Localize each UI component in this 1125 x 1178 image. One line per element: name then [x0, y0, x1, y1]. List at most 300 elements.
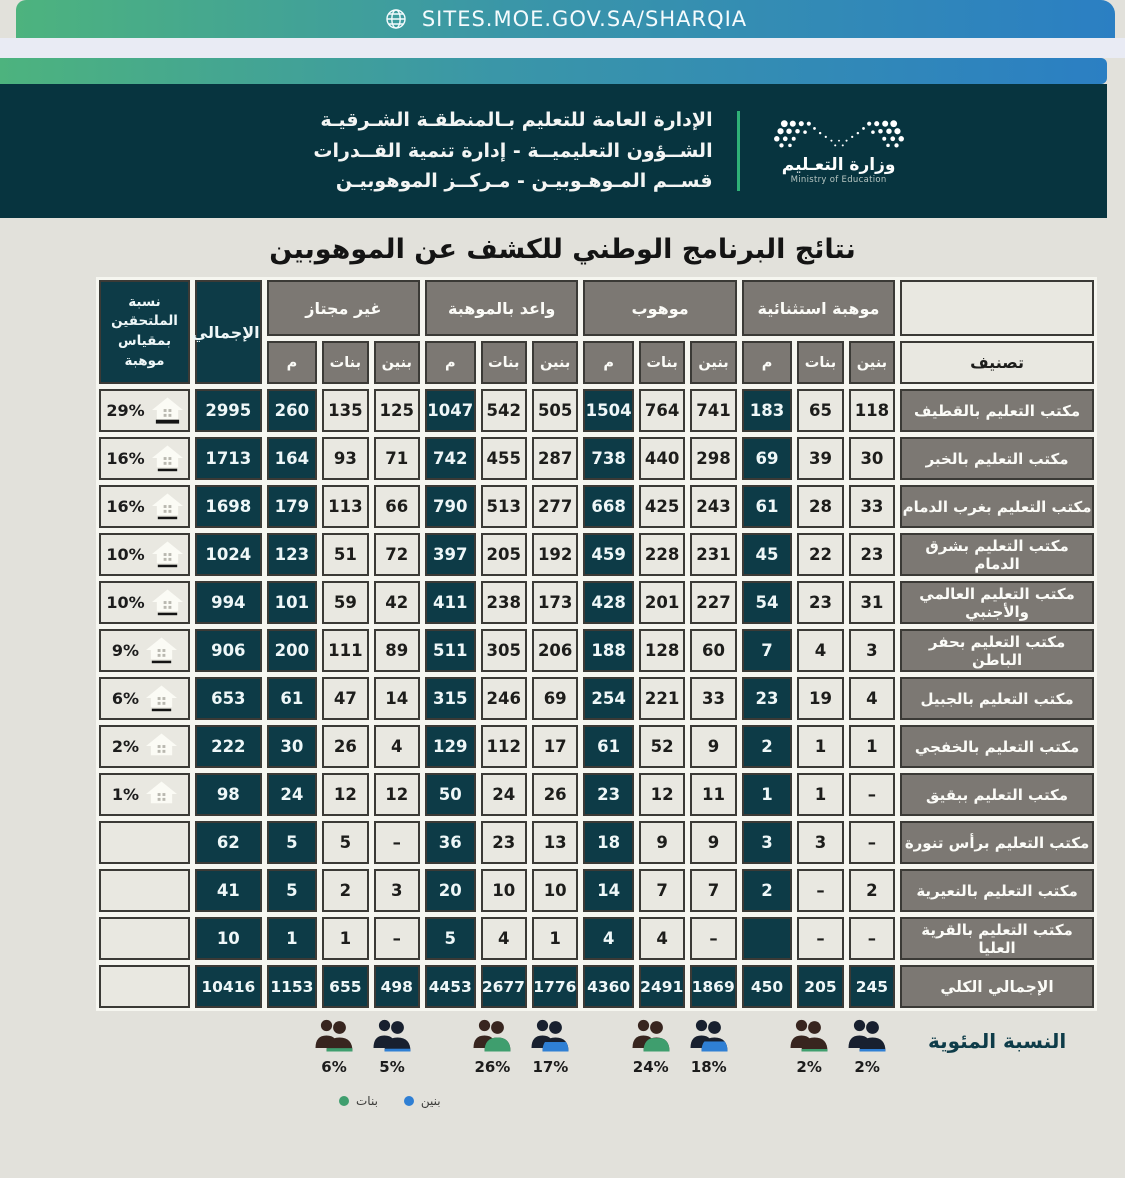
cell-rate: [99, 485, 190, 528]
footer-spacer-rate: [99, 1013, 190, 1087]
department-text: [313, 105, 712, 197]
percentage-girls: [466, 1017, 518, 1076]
cell-promising-girls: 238: [481, 581, 527, 624]
cell-not_passed-m: 1153: [267, 965, 317, 1008]
cell-total: 1024: [195, 533, 262, 576]
cell-exceptional-m: 7: [742, 629, 793, 672]
cell-gifted-girls: 4: [639, 917, 685, 960]
house-icon: [146, 733, 177, 761]
table-row: [99, 629, 1094, 672]
cell-exceptional-m: [742, 917, 793, 960]
cell-rate: [99, 773, 190, 816]
cell-promising-m: 20: [425, 869, 476, 912]
cell-gifted-girls: 12: [639, 773, 685, 816]
cell-gifted-m: 1504: [583, 389, 633, 432]
cell-promising-boys: 277: [532, 485, 578, 528]
cell-not_passed-boys: 66: [374, 485, 420, 528]
cell-exceptional-girls: 4: [797, 629, 843, 672]
cell-total: 10: [195, 917, 262, 960]
cell-not_passed-m: 5: [267, 869, 317, 912]
cell-promising-boys: 10: [532, 869, 578, 912]
percentage-girls-value: 24%: [632, 1058, 669, 1076]
cell-not_passed-girls: 26: [322, 725, 368, 768]
ministry-logo-subtitle: Ministry of Education: [790, 174, 887, 185]
cell-promising-m: 511: [425, 629, 476, 672]
cell-total: 906: [195, 629, 262, 672]
cell-promising-m: 742: [425, 437, 476, 480]
row-label: مكتب التعليم بالخبر: [900, 437, 1094, 480]
sub-header-m-not_passed: م: [267, 341, 317, 384]
cell-promising-m: 36: [425, 821, 476, 864]
rate-content: [101, 397, 188, 425]
cell-gifted-girls: 52: [639, 725, 685, 768]
cell-promising-boys: 17: [532, 725, 578, 768]
percentage-boys: [366, 1017, 418, 1076]
rate-value: 6%: [111, 689, 140, 708]
table-row: [99, 677, 1094, 720]
row-label: مكتب التعليم بحفر الباطن: [900, 629, 1094, 672]
cell-not_passed-girls: 12: [322, 773, 368, 816]
table-row: [99, 581, 1094, 624]
cell-gifted-m: 459: [583, 533, 633, 576]
boys-people-icon: [689, 1017, 729, 1057]
girls-people-icon: [631, 1017, 671, 1057]
cell-rate: [99, 533, 190, 576]
cell-total: 1698: [195, 485, 262, 528]
cell-gifted-girls: 201: [639, 581, 685, 624]
sub-header-girls-gifted: بنات: [639, 341, 685, 384]
rate-value: 16%: [106, 497, 145, 516]
cell-exceptional-girls: –: [797, 869, 843, 912]
cell-not_passed-girls: 1: [322, 917, 368, 960]
cell-exceptional-girls: 1: [797, 773, 843, 816]
group-header-exceptional: موهبة استثنائية: [742, 280, 895, 336]
rate-value: 10%: [106, 545, 145, 564]
department-line: الإدارة العامة للتعليم بـالمنطقـة الشـرقيـة: [320, 108, 713, 131]
cell-gifted-girls: 221: [639, 677, 685, 720]
percentage-boys: [524, 1017, 576, 1076]
rate-content: [101, 733, 188, 761]
cell-exceptional-m: 1: [742, 773, 793, 816]
ministry-logo: [764, 117, 914, 185]
row-label: مكتب التعليم بالخفجي: [900, 725, 1094, 768]
cell-gifted-girls: 425: [639, 485, 685, 528]
percentage-row: [99, 1013, 1094, 1087]
percentage-boys: [683, 1017, 735, 1076]
footer-spacer-total: [195, 1013, 262, 1087]
cell-promising-boys: 287: [532, 437, 578, 480]
sub-header-boys-not_passed: بنين: [374, 341, 420, 384]
rate-content: [101, 637, 188, 665]
percentage-boys: [841, 1017, 893, 1076]
totals-rate-cell: [99, 965, 190, 1008]
cell-exceptional-m: 183: [742, 389, 793, 432]
totals-label: الإجمالي الكلي: [900, 965, 1094, 1008]
cell-promising-m: 1047: [425, 389, 476, 432]
row-label: مكتب التعليم ببقيق: [900, 773, 1094, 816]
rate-header: نسبة الملتحقين بمقياس موهبة: [99, 280, 190, 384]
cell-gifted-boys: 1869: [690, 965, 736, 1008]
cell-exceptional-m: 61: [742, 485, 793, 528]
row-label: مكتب التعليم بشرق الدمام: [900, 533, 1094, 576]
cell-not_passed-girls: 59: [322, 581, 368, 624]
cell-promising-m: 5: [425, 917, 476, 960]
cell-not_passed-girls: 51: [322, 533, 368, 576]
cell-promising-boys: 1776: [532, 965, 578, 1008]
cell-rate: [99, 629, 190, 672]
results-table: [94, 275, 1099, 1092]
house-icon: [152, 541, 183, 569]
percentage-girls: [308, 1017, 360, 1076]
cell-not_passed-boys: 498: [374, 965, 420, 1008]
rate-content: [101, 685, 188, 713]
rate-value: 2%: [111, 737, 140, 756]
cell-not_passed-girls: 135: [322, 389, 368, 432]
cell-not_passed-boys: 3: [374, 869, 420, 912]
cell-gifted-m: 4: [583, 917, 633, 960]
group-header-not_passed: غير مجتاز: [267, 280, 420, 336]
cell-gifted-girls: 2491: [639, 965, 685, 1008]
cell-promising-girls: 542: [481, 389, 527, 432]
gradient-bar: [0, 58, 1107, 84]
girls-people-icon: [472, 1017, 512, 1057]
ministry-logo-title: وزارة التعـليم: [781, 154, 896, 175]
cell-gifted-boys: 60: [690, 629, 736, 672]
department-line: الشــؤون التعليميــة - إدارة تنمية القــدرات: [313, 139, 713, 162]
cell-not_passed-m: 200: [267, 629, 317, 672]
rate-content: [101, 493, 188, 521]
table-row: [99, 437, 1094, 480]
cell-total: 41: [195, 869, 262, 912]
percentage-boys-value: 17%: [532, 1058, 569, 1076]
cell-exceptional-m: 3: [742, 821, 793, 864]
legend-boys-label: بنين: [420, 1094, 441, 1108]
cell-not_passed-girls: 655: [322, 965, 368, 1008]
cell-gifted-girls: 128: [639, 629, 685, 672]
cell-exceptional-girls: 1: [797, 725, 843, 768]
cell-exceptional-girls: 65: [797, 389, 843, 432]
percentage-girls-value: 6%: [321, 1058, 347, 1076]
house-icon: [152, 493, 183, 521]
table-row: [99, 533, 1094, 576]
cell-gifted-m: 61: [583, 725, 633, 768]
cell-not_passed-boys: –: [374, 917, 420, 960]
cell-exceptional-girls: 19: [797, 677, 843, 720]
cell-gifted-boys: 33: [690, 677, 736, 720]
cell-exceptional-boys: –: [849, 917, 895, 960]
row-label: مكتب التعليم بالجبيل: [900, 677, 1094, 720]
cell-gifted-m: 23: [583, 773, 633, 816]
cell-total: 222: [195, 725, 262, 768]
cell-exceptional-boys: 2: [849, 869, 895, 912]
cell-promising-boys: 505: [532, 389, 578, 432]
cell-gifted-m: 668: [583, 485, 633, 528]
cell-total: 62: [195, 821, 262, 864]
cell-exceptional-girls: 28: [797, 485, 843, 528]
cell-total: 10416: [195, 965, 262, 1008]
cell-not_passed-boys: 72: [374, 533, 420, 576]
boys-dot-icon: [404, 1096, 414, 1106]
percentage-girls-value: 26%: [474, 1058, 511, 1076]
cell-not_passed-boys: 42: [374, 581, 420, 624]
cell-exceptional-girls: 205: [797, 965, 843, 1008]
cell-exceptional-m: 2: [742, 869, 793, 912]
cell-rate: [99, 869, 190, 912]
cell-total: 98: [195, 773, 262, 816]
cell-gifted-girls: 228: [639, 533, 685, 576]
cell-gifted-m: 738: [583, 437, 633, 480]
cell-total: 994: [195, 581, 262, 624]
percentage-pair: [583, 1017, 736, 1076]
cell-gifted-girls: 9: [639, 821, 685, 864]
rate-value: 16%: [106, 449, 145, 468]
cell-exceptional-boys: 30: [849, 437, 895, 480]
legend-item-boys: [404, 1094, 441, 1108]
cell-total: 2995: [195, 389, 262, 432]
cell-not_passed-boys: 125: [374, 389, 420, 432]
cell-not_passed-boys: 14: [374, 677, 420, 720]
cell-promising-m: 411: [425, 581, 476, 624]
row-label: مكتب التعليم بالقرية العليا: [900, 917, 1094, 960]
ministry-header: [0, 84, 1107, 218]
rate-content: [101, 589, 188, 617]
girls-dot-icon: [339, 1096, 349, 1106]
percentage-pair: [425, 1017, 578, 1076]
cell-not_passed-m: 61: [267, 677, 317, 720]
cell-gifted-girls: 440: [639, 437, 685, 480]
rate-value: 10%: [106, 593, 145, 612]
cell-promising-girls: 305: [481, 629, 527, 672]
cell-not_passed-girls: 5: [322, 821, 368, 864]
row-label: مكتب التعليم برأس تنورة: [900, 821, 1094, 864]
boys-people-icon: [530, 1017, 570, 1057]
cell-not_passed-m: 164: [267, 437, 317, 480]
classification-header-spacer: [900, 280, 1094, 336]
percentage-pair: [267, 1017, 420, 1076]
cell-exceptional-boys: 23: [849, 533, 895, 576]
sub-header-m-gifted: م: [583, 341, 633, 384]
row-label: مكتب التعليم بالنعيرية: [900, 869, 1094, 912]
cell-not_passed-m: 24: [267, 773, 317, 816]
cell-rate: [99, 437, 190, 480]
cell-gifted-girls: 7: [639, 869, 685, 912]
percentage-boys-value: 5%: [379, 1058, 405, 1076]
cell-gifted-m: 18: [583, 821, 633, 864]
cell-promising-girls: 4: [481, 917, 527, 960]
separator-line: [737, 111, 740, 191]
cell-exceptional-boys: 4: [849, 677, 895, 720]
house-icon: [152, 397, 183, 425]
sub-header-boys-exceptional: بنين: [849, 341, 895, 384]
cell-exceptional-m: 23: [742, 677, 793, 720]
rate-value: 9%: [111, 641, 140, 660]
cell-promising-m: 397: [425, 533, 476, 576]
cell-total: 1713: [195, 437, 262, 480]
cell-not_passed-m: 5: [267, 821, 317, 864]
row-label: مكتب التعليم بالقطيف: [900, 389, 1094, 432]
table-row: [99, 485, 1094, 528]
rate-value: 1%: [111, 785, 140, 804]
cell-promising-girls: 246: [481, 677, 527, 720]
sub-header-boys-gifted: بنين: [690, 341, 736, 384]
cell-exceptional-boys: –: [849, 773, 895, 816]
percentage-boys-value: 18%: [690, 1058, 727, 1076]
group-header-gifted: موهوب: [583, 280, 736, 336]
page-title: نتائج البرنامج الوطني للكشف عن الموهوبين: [269, 234, 856, 265]
percentage-cell-1: [583, 1013, 736, 1087]
globe-icon: [384, 7, 408, 31]
cell-gifted-girls: 764: [639, 389, 685, 432]
cell-not_passed-boys: –: [374, 821, 420, 864]
cell-not_passed-m: 260: [267, 389, 317, 432]
cell-rate: [99, 917, 190, 960]
cell-exceptional-girls: 3: [797, 821, 843, 864]
cell-total: 653: [195, 677, 262, 720]
cell-promising-girls: 2677: [481, 965, 527, 1008]
classification-header: تصنيف: [900, 341, 1094, 384]
sub-header-girls-exceptional: بنات: [797, 341, 843, 384]
cell-gifted-boys: 7: [690, 869, 736, 912]
percentage-girls: [625, 1017, 677, 1076]
department-line: قســم المـوهـوبيـن - مـركــز الموهوبيـن: [335, 170, 713, 193]
percentage-pair: [742, 1017, 895, 1076]
cell-exceptional-m: 69: [742, 437, 793, 480]
cell-gifted-boys: 227: [690, 581, 736, 624]
cell-not_passed-boys: 4: [374, 725, 420, 768]
cell-gifted-boys: 231: [690, 533, 736, 576]
cell-rate: [99, 725, 190, 768]
cell-promising-girls: 112: [481, 725, 527, 768]
cell-gifted-m: 254: [583, 677, 633, 720]
cell-exceptional-girls: –: [797, 917, 843, 960]
cell-gifted-boys: 741: [690, 389, 736, 432]
cell-not_passed-m: 179: [267, 485, 317, 528]
cell-gifted-boys: 9: [690, 821, 736, 864]
cell-exceptional-boys: 118: [849, 389, 895, 432]
cell-not_passed-girls: 113: [322, 485, 368, 528]
cell-promising-boys: 173: [532, 581, 578, 624]
house-icon: [152, 589, 183, 617]
cell-gifted-boys: 11: [690, 773, 736, 816]
cell-gifted-boys: –: [690, 917, 736, 960]
cell-exceptional-boys: –: [849, 821, 895, 864]
table-row: [99, 917, 1094, 960]
percentage-girls: [783, 1017, 835, 1076]
cell-promising-boys: 69: [532, 677, 578, 720]
cell-promising-boys: 206: [532, 629, 578, 672]
cell-not_passed-boys: 89: [374, 629, 420, 672]
cell-promising-boys: 13: [532, 821, 578, 864]
cell-promising-m: 4453: [425, 965, 476, 1008]
cell-promising-m: 50: [425, 773, 476, 816]
url-bar: [16, 0, 1115, 38]
cell-promising-boys: 26: [532, 773, 578, 816]
sub-header-girls-promising: بنات: [481, 341, 527, 384]
cell-gifted-m: 428: [583, 581, 633, 624]
cell-rate: [99, 389, 190, 432]
boys-people-icon: [847, 1017, 887, 1057]
cell-exceptional-boys: 245: [849, 965, 895, 1008]
cell-not_passed-m: 1: [267, 917, 317, 960]
rate-content: [101, 541, 188, 569]
percentage-row-label: النسبة المئوية: [927, 1029, 1067, 1053]
cell-promising-girls: 10: [481, 869, 527, 912]
url-text: SITES.MOE.GOV.SA/SHARQIA: [421, 7, 748, 31]
cell-exceptional-girls: 39: [797, 437, 843, 480]
percentage-girls-value: 2%: [796, 1058, 822, 1076]
cell-not_passed-m: 30: [267, 725, 317, 768]
cell-rate: [99, 677, 190, 720]
cell-rate: [99, 581, 190, 624]
cell-exceptional-m: 45: [742, 533, 793, 576]
cell-gifted-boys: 243: [690, 485, 736, 528]
divider-strip: [0, 38, 1125, 58]
cell-promising-boys: 1: [532, 917, 578, 960]
cell-gifted-m: 188: [583, 629, 633, 672]
percentage-cell-0: [742, 1013, 895, 1087]
sub-header-boys-promising: بنين: [532, 341, 578, 384]
cell-promising-boys: 192: [532, 533, 578, 576]
percentage-cell-2: [425, 1013, 578, 1087]
cell-promising-girls: 205: [481, 533, 527, 576]
cell-exceptional-m: 450: [742, 965, 793, 1008]
cell-gifted-m: 4360: [583, 965, 633, 1008]
legend: [94, 1092, 1099, 1116]
cell-promising-girls: 513: [481, 485, 527, 528]
header-row-groups: [99, 280, 1094, 336]
ministry-logo-dots-icon: [773, 117, 905, 153]
percentage-cell-3: [267, 1013, 420, 1087]
cell-promising-m: 129: [425, 725, 476, 768]
cell-not_passed-m: 123: [267, 533, 317, 576]
sub-header-m-promising: م: [425, 341, 476, 384]
sub-header-m-exceptional: م: [742, 341, 793, 384]
cell-not_passed-girls: 2: [322, 869, 368, 912]
cell-not_passed-boys: 71: [374, 437, 420, 480]
cell-exceptional-girls: 22: [797, 533, 843, 576]
table-row: [99, 869, 1094, 912]
rate-content: [101, 781, 188, 809]
percentage-boys-value: 2%: [854, 1058, 880, 1076]
legend-item-girls: [339, 1094, 378, 1108]
cell-rate: [99, 821, 190, 864]
rate-value: 29%: [106, 401, 145, 420]
legend-girls-label: بنات: [356, 1094, 378, 1108]
cell-not_passed-m: 101: [267, 581, 317, 624]
girls-people-icon: [314, 1017, 354, 1057]
cell-promising-girls: 23: [481, 821, 527, 864]
table-row: [99, 773, 1094, 816]
cell-promising-girls: 455: [481, 437, 527, 480]
cell-exceptional-boys: 33: [849, 485, 895, 528]
cell-promising-girls: 24: [481, 773, 527, 816]
cell-exceptional-boys: 3: [849, 629, 895, 672]
cell-exceptional-m: 54: [742, 581, 793, 624]
cell-not_passed-girls: 47: [322, 677, 368, 720]
row-label: مكتب التعليم العالمي والأجنبي: [900, 581, 1094, 624]
sub-header-girls-not_passed: بنات: [322, 341, 368, 384]
row-label: مكتب التعليم بغرب الدمام: [900, 485, 1094, 528]
cell-promising-m: 315: [425, 677, 476, 720]
cell-exceptional-m: 2: [742, 725, 793, 768]
cell-exceptional-boys: 1: [849, 725, 895, 768]
cell-gifted-m: 14: [583, 869, 633, 912]
boys-people-icon: [372, 1017, 412, 1057]
totals-row: [99, 965, 1094, 1008]
cell-not_passed-boys: 12: [374, 773, 420, 816]
house-icon: [146, 685, 177, 713]
cell-not_passed-girls: 111: [322, 629, 368, 672]
